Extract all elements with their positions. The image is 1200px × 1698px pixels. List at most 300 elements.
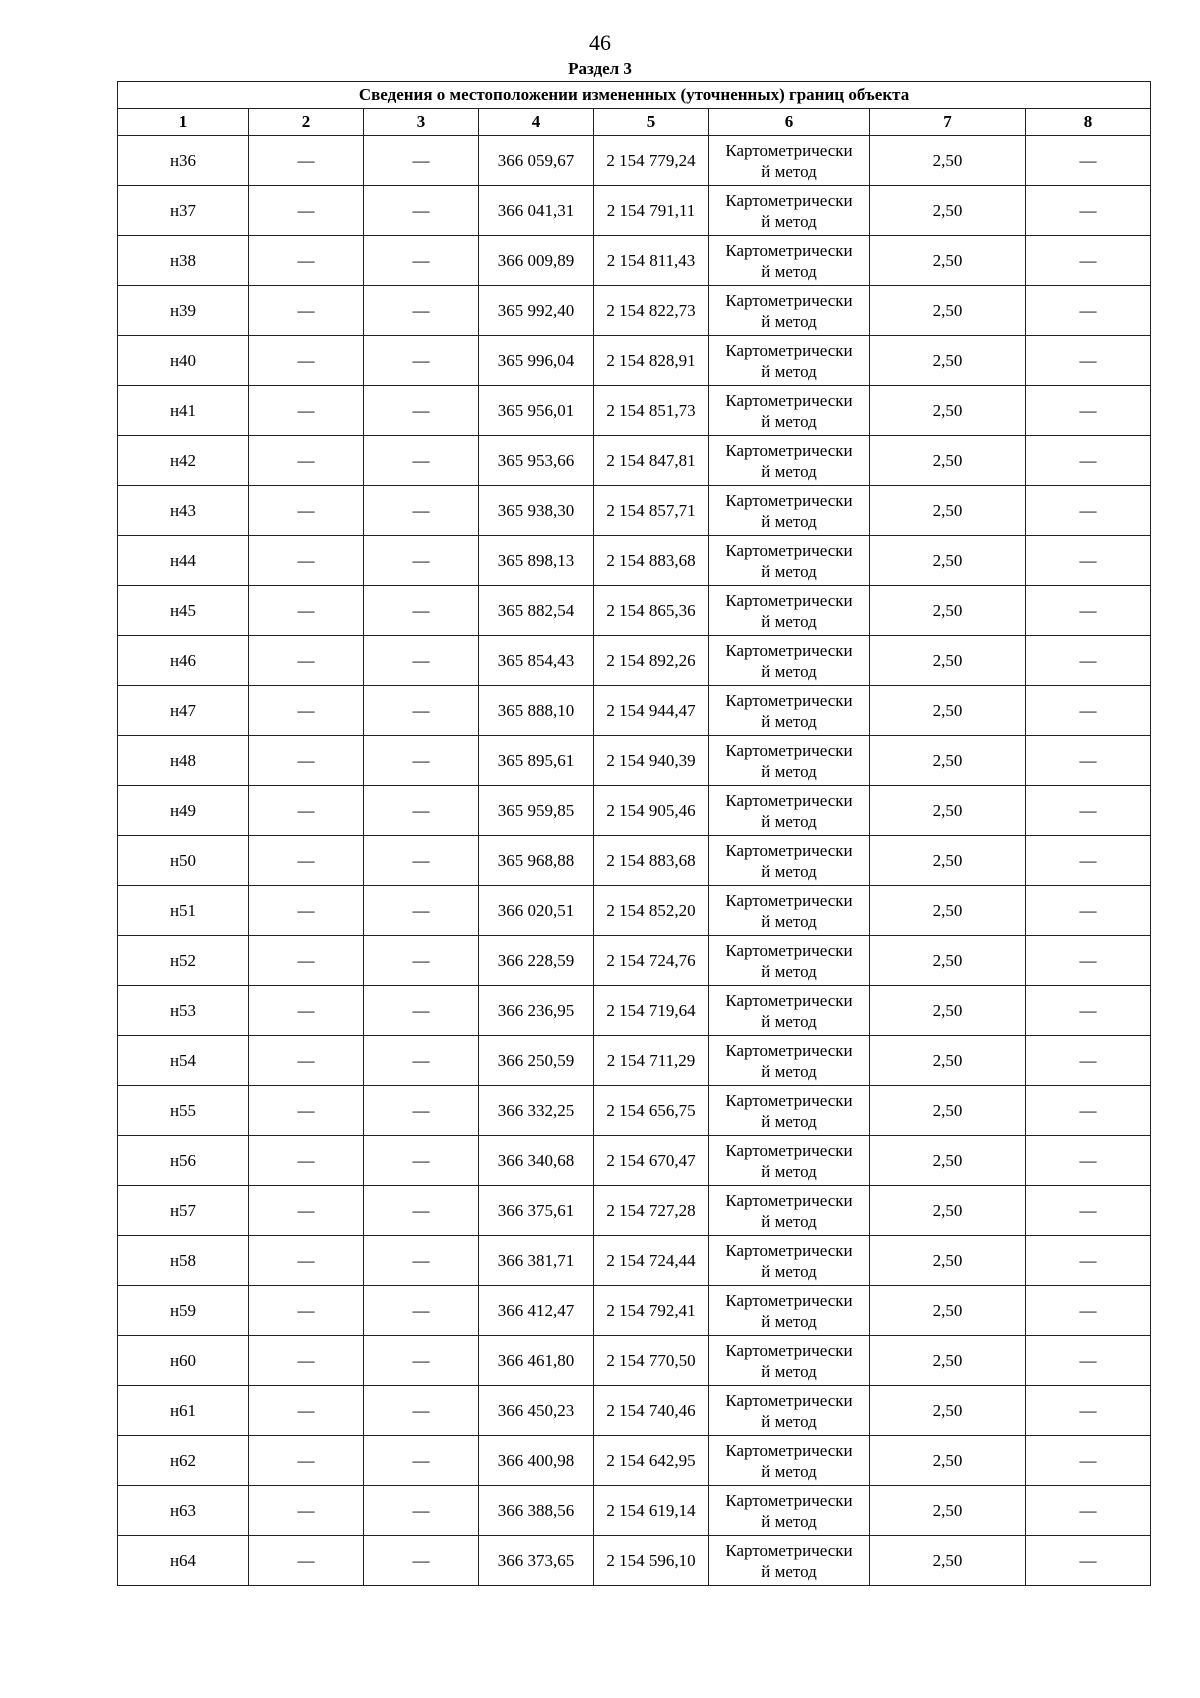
table-row [118,1036,1151,1086]
x-coordinate-cell: 366 400,98 [479,1436,594,1486]
method-line-1: Картометрически [725,790,853,810]
empty-dash-cell: — [1026,1086,1151,1136]
point-name-cell: н45 [118,586,249,636]
point-name-cell: н43 [118,486,249,536]
method-line-2: й метод [761,1111,817,1131]
x-coordinate-cell: 366 381,71 [479,1236,594,1286]
empty-dash-cell: — [249,236,364,286]
x-coordinate-cell: 366 388,56 [479,1486,594,1536]
point-name-cell: н64 [118,1536,249,1586]
empty-dash-cell: — [249,1136,364,1186]
empty-dash-cell: — [1026,1336,1151,1386]
empty-dash-cell: — [1026,136,1151,186]
y-coordinate-cell: 2 154 851,73 [594,386,709,436]
table-row [118,1336,1151,1386]
method-cell [709,536,870,586]
empty-dash-cell: — [364,736,479,786]
table-row [118,536,1151,586]
point-name-cell: н39 [118,286,249,336]
accuracy-cell: 2,50 [870,1086,1026,1136]
method-line-2: й метод [761,961,817,981]
accuracy-cell: 2,50 [870,436,1026,486]
method-line-2: й метод [761,711,817,731]
x-coordinate-cell: 366 041,31 [479,186,594,236]
method-line-2: й метод [761,1261,817,1281]
table-row [118,1536,1151,1586]
point-name-cell: н58 [118,1236,249,1286]
table-row [118,786,1151,836]
y-coordinate-cell: 2 154 792,41 [594,1286,709,1336]
empty-dash-cell: — [364,1286,479,1336]
y-coordinate-cell: 2 154 724,44 [594,1236,709,1286]
empty-dash-cell: — [1026,286,1151,336]
method-line-1: Картометрически [725,1440,853,1460]
table-caption: Сведения о местоположении измененных (уточненных) границ объекта [118,82,1151,109]
y-coordinate-cell: 2 154 944,47 [594,686,709,736]
empty-dash-cell: — [249,686,364,736]
empty-dash-cell: — [364,486,479,536]
point-name-cell: н61 [118,1386,249,1436]
empty-dash-cell: — [364,936,479,986]
empty-dash-cell: — [364,636,479,686]
y-coordinate-cell: 2 154 905,46 [594,786,709,836]
method-cell [709,636,870,686]
method-line-1: Картометрически [725,240,853,260]
empty-dash-cell: — [249,136,364,186]
empty-dash-cell: — [1026,436,1151,486]
method-line-1: Картометрически [725,440,853,460]
accuracy-cell: 2,50 [870,1486,1026,1536]
method-line-2: й метод [761,611,817,631]
point-name-cell: н46 [118,636,249,686]
empty-dash-cell: — [1026,536,1151,586]
y-coordinate-cell: 2 154 727,28 [594,1186,709,1236]
y-coordinate-cell: 2 154 740,46 [594,1386,709,1436]
empty-dash-cell: — [364,1136,479,1186]
method-line-2: й метод [761,511,817,531]
empty-dash-cell: — [1026,1236,1151,1286]
empty-dash-cell: — [249,736,364,786]
method-cell [709,1186,870,1236]
method-cell [709,886,870,936]
point-name-cell: н52 [118,936,249,986]
accuracy-cell: 2,50 [870,1036,1026,1086]
empty-dash-cell: — [1026,1536,1151,1586]
empty-dash-cell: — [364,886,479,936]
y-coordinate-cell: 2 154 940,39 [594,736,709,786]
point-name-cell: н38 [118,236,249,286]
table-row [118,936,1151,986]
y-coordinate-cell: 2 154 670,47 [594,1136,709,1186]
point-name-cell: н63 [118,1486,249,1536]
y-coordinate-cell: 2 154 656,75 [594,1086,709,1136]
column-numbers-row [118,109,1151,136]
y-coordinate-cell: 2 154 724,76 [594,936,709,986]
method-line-2: й метод [761,1011,817,1031]
empty-dash-cell: — [1026,186,1151,236]
empty-dash-cell: — [364,536,479,586]
method-line-2: й метод [761,211,817,231]
y-coordinate-cell: 2 154 642,95 [594,1436,709,1486]
point-name-cell: н49 [118,786,249,836]
point-name-cell: н53 [118,986,249,1036]
accuracy-cell: 2,50 [870,536,1026,586]
table-row [118,636,1151,686]
method-cell [709,1086,870,1136]
empty-dash-cell: — [364,236,479,286]
method-line-1: Картометрически [725,1240,853,1260]
table-row [118,1486,1151,1536]
point-name-cell: н57 [118,1186,249,1236]
method-cell [709,786,870,836]
empty-dash-cell: — [364,1236,479,1286]
x-coordinate-cell: 365 959,85 [479,786,594,836]
empty-dash-cell: — [1026,686,1151,736]
method-line-1: Картометрически [725,490,853,510]
accuracy-cell: 2,50 [870,186,1026,236]
empty-dash-cell: — [249,1536,364,1586]
x-coordinate-cell: 366 059,67 [479,136,594,186]
table-row [118,1236,1151,1286]
point-name-cell: н36 [118,136,249,186]
table-row [118,586,1151,636]
accuracy-cell: 2,50 [870,1536,1026,1586]
x-coordinate-cell: 366 412,47 [479,1286,594,1336]
point-name-cell: н54 [118,1036,249,1086]
empty-dash-cell: — [1026,1486,1151,1536]
empty-dash-cell: — [249,336,364,386]
method-cell [709,686,870,736]
method-line-2: й метод [761,1511,817,1531]
accuracy-cell: 2,50 [870,636,1026,686]
empty-dash-cell: — [249,436,364,486]
method-cell [709,186,870,236]
accuracy-cell: 2,50 [870,836,1026,886]
method-line-1: Картометрически [725,1540,853,1560]
accuracy-cell: 2,50 [870,936,1026,986]
column-number-1: 1 [118,109,249,136]
empty-dash-cell: — [1026,886,1151,936]
method-line-2: й метод [761,1211,817,1231]
point-name-cell: н56 [118,1136,249,1186]
accuracy-cell: 2,50 [870,336,1026,386]
empty-dash-cell: — [1026,986,1151,1036]
x-coordinate-cell: 366 450,23 [479,1386,594,1436]
y-coordinate-cell: 2 154 791,11 [594,186,709,236]
method-line-1: Картометрически [725,540,853,560]
x-coordinate-cell: 366 236,95 [479,986,594,1036]
x-coordinate-cell: 365 996,04 [479,336,594,386]
empty-dash-cell: — [364,436,479,486]
empty-dash-cell: — [249,986,364,1036]
point-name-cell: н62 [118,1436,249,1486]
x-coordinate-cell: 365 854,43 [479,636,594,686]
x-coordinate-cell: 365 992,40 [479,286,594,336]
table-row [118,1386,1151,1436]
method-line-2: й метод [761,561,817,581]
accuracy-cell: 2,50 [870,1336,1026,1386]
accuracy-cell: 2,50 [870,986,1026,1036]
empty-dash-cell: — [364,586,479,636]
method-cell [709,386,870,436]
empty-dash-cell: — [1026,836,1151,886]
method-line-2: й метод [761,1411,817,1431]
empty-dash-cell: — [249,636,364,686]
y-coordinate-cell: 2 154 857,71 [594,486,709,536]
accuracy-cell: 2,50 [870,1386,1026,1436]
x-coordinate-cell: 365 968,88 [479,836,594,886]
accuracy-cell: 2,50 [870,236,1026,286]
column-number-8: 8 [1026,109,1151,136]
empty-dash-cell: — [1026,1186,1151,1236]
point-name-cell: н48 [118,736,249,786]
method-cell [709,136,870,186]
method-line-2: й метод [761,1061,817,1081]
x-coordinate-cell: 366 228,59 [479,936,594,986]
x-coordinate-cell: 365 895,61 [479,736,594,786]
method-line-1: Картометрически [725,1040,853,1060]
empty-dash-cell: — [249,1236,364,1286]
point-name-cell: н60 [118,1336,249,1386]
table-row [118,1086,1151,1136]
method-line-1: Картометрически [725,590,853,610]
accuracy-cell: 2,50 [870,786,1026,836]
point-name-cell: н41 [118,386,249,436]
method-line-2: й метод [761,261,817,281]
method-line-2: й метод [761,661,817,681]
method-cell [709,736,870,786]
accuracy-cell: 2,50 [870,286,1026,336]
table-row [118,836,1151,886]
empty-dash-cell: — [1026,236,1151,286]
x-coordinate-cell: 366 332,25 [479,1086,594,1136]
accuracy-cell: 2,50 [870,686,1026,736]
empty-dash-cell: — [249,1486,364,1536]
method-cell [709,1236,870,1286]
method-line-1: Картометрически [725,640,853,660]
method-line-2: й метод [761,811,817,831]
method-cell [709,1486,870,1536]
empty-dash-cell: — [249,936,364,986]
empty-dash-cell: — [249,1336,364,1386]
method-line-1: Картометрически [725,140,853,160]
method-line-1: Картометрически [725,1140,853,1160]
y-coordinate-cell: 2 154 883,68 [594,536,709,586]
method-line-2: й метод [761,1311,817,1331]
method-line-2: й метод [761,761,817,781]
column-number-4: 4 [479,109,594,136]
x-coordinate-cell: 366 373,65 [479,1536,594,1586]
method-cell [709,1336,870,1386]
method-line-2: й метод [761,1161,817,1181]
table-row [118,1436,1151,1486]
empty-dash-cell: — [1026,1436,1151,1486]
x-coordinate-cell: 365 956,01 [479,386,594,436]
empty-dash-cell: — [364,286,479,336]
empty-dash-cell: — [249,786,364,836]
empty-dash-cell: — [1026,786,1151,836]
empty-dash-cell: — [1026,936,1151,986]
method-cell [709,236,870,286]
column-number-7: 7 [870,109,1026,136]
x-coordinate-cell: 365 953,66 [479,436,594,486]
accuracy-cell: 2,50 [870,586,1026,636]
page-number: 46 [589,30,611,55]
point-name-cell: н51 [118,886,249,936]
empty-dash-cell: — [249,586,364,636]
table-row [118,486,1151,536]
section-title: Раздел 3 [568,59,632,78]
y-coordinate-cell: 2 154 711,29 [594,1036,709,1086]
empty-dash-cell: — [249,486,364,536]
method-cell [709,486,870,536]
empty-dash-cell: — [1026,1286,1151,1336]
accuracy-cell: 2,50 [870,386,1026,436]
empty-dash-cell: — [249,286,364,336]
empty-dash-cell: — [1026,336,1151,386]
empty-dash-cell: — [1026,486,1151,536]
y-coordinate-cell: 2 154 865,36 [594,586,709,636]
empty-dash-cell: — [364,1436,479,1486]
empty-dash-cell: — [364,1036,479,1086]
table-row [118,436,1151,486]
empty-dash-cell: — [364,1536,479,1586]
method-line-2: й метод [761,861,817,881]
empty-dash-cell: — [364,136,479,186]
point-name-cell: н37 [118,186,249,236]
method-line-2: й метод [761,911,817,931]
y-coordinate-cell: 2 154 719,64 [594,986,709,1036]
method-line-1: Картометрически [725,890,853,910]
table-row [118,236,1151,286]
empty-dash-cell: — [364,786,479,836]
table-row [118,736,1151,786]
table-row [118,986,1151,1036]
table-row [118,886,1151,936]
method-line-1: Картометрически [725,290,853,310]
method-cell [709,286,870,336]
method-cell [709,986,870,1036]
method-line-1: Картометрически [725,1340,853,1360]
method-line-1: Картометрически [725,390,853,410]
method-line-1: Картометрически [725,1190,853,1210]
method-cell [709,1286,870,1336]
empty-dash-cell: — [1026,586,1151,636]
method-line-1: Картометрически [725,190,853,210]
column-number-6: 6 [709,109,870,136]
method-cell [709,836,870,886]
accuracy-cell: 2,50 [870,486,1026,536]
empty-dash-cell: — [364,836,479,886]
method-line-2: й метод [761,411,817,431]
method-line-1: Картометрически [725,740,853,760]
empty-dash-cell: — [249,886,364,936]
method-cell [709,1386,870,1436]
empty-dash-cell: — [364,1086,479,1136]
method-cell [709,1136,870,1186]
column-number-2: 2 [249,109,364,136]
empty-dash-cell: — [1026,1036,1151,1086]
accuracy-cell: 2,50 [870,1236,1026,1286]
point-name-cell: н59 [118,1286,249,1336]
method-line-1: Картометрически [725,1390,853,1410]
table-body [118,136,1151,1586]
method-line-2: й метод [761,311,817,331]
method-line-2: й метод [761,161,817,181]
empty-dash-cell: — [1026,636,1151,686]
y-coordinate-cell: 2 154 828,91 [594,336,709,386]
x-coordinate-cell: 366 250,59 [479,1036,594,1086]
table-row [118,336,1151,386]
method-line-1: Картометрически [725,690,853,710]
table-row [118,1136,1151,1186]
y-coordinate-cell: 2 154 852,20 [594,886,709,936]
point-name-cell: н40 [118,336,249,386]
accuracy-cell: 2,50 [870,1436,1026,1486]
empty-dash-cell: — [1026,1136,1151,1186]
table-row [118,1186,1151,1236]
empty-dash-cell: — [249,1186,364,1236]
empty-dash-cell: — [364,1336,479,1386]
y-coordinate-cell: 2 154 892,26 [594,636,709,686]
method-cell [709,1036,870,1086]
table-row [118,686,1151,736]
empty-dash-cell: — [364,336,479,386]
empty-dash-cell: — [364,986,479,1036]
y-coordinate-cell: 2 154 811,43 [594,236,709,286]
y-coordinate-cell: 2 154 883,68 [594,836,709,886]
empty-dash-cell: — [249,1036,364,1086]
coordinates-table [117,81,1151,1586]
accuracy-cell: 2,50 [870,1286,1026,1336]
empty-dash-cell: — [364,1486,479,1536]
method-line-1: Картометрически [725,340,853,360]
empty-dash-cell: — [364,686,479,736]
x-coordinate-cell: 365 888,10 [479,686,594,736]
point-name-cell: н44 [118,536,249,586]
empty-dash-cell: — [249,1286,364,1336]
empty-dash-cell: — [1026,736,1151,786]
x-coordinate-cell: 366 009,89 [479,236,594,286]
table-row [118,186,1151,236]
method-line-1: Картометрически [725,990,853,1010]
method-line-1: Картометрически [725,840,853,860]
method-line-2: й метод [761,461,817,481]
point-name-cell: н47 [118,686,249,736]
x-coordinate-cell: 366 461,80 [479,1336,594,1386]
column-number-3: 3 [364,109,479,136]
x-coordinate-cell: 366 020,51 [479,886,594,936]
empty-dash-cell: — [249,1086,364,1136]
empty-dash-cell: — [364,386,479,436]
accuracy-cell: 2,50 [870,136,1026,186]
y-coordinate-cell: 2 154 770,50 [594,1336,709,1386]
table-row [118,386,1151,436]
method-line-1: Картометрически [725,1290,853,1310]
x-coordinate-cell: 366 340,68 [479,1136,594,1186]
method-cell [709,1436,870,1486]
y-coordinate-cell: 2 154 619,14 [594,1486,709,1536]
method-line-2: й метод [761,1361,817,1381]
method-line-2: й метод [761,1561,817,1581]
x-coordinate-cell: 366 375,61 [479,1186,594,1236]
point-name-cell: н42 [118,436,249,486]
accuracy-cell: 2,50 [870,736,1026,786]
y-coordinate-cell: 2 154 596,10 [594,1536,709,1586]
method-cell [709,936,870,986]
empty-dash-cell: — [249,186,364,236]
accuracy-cell: 2,50 [870,1136,1026,1186]
